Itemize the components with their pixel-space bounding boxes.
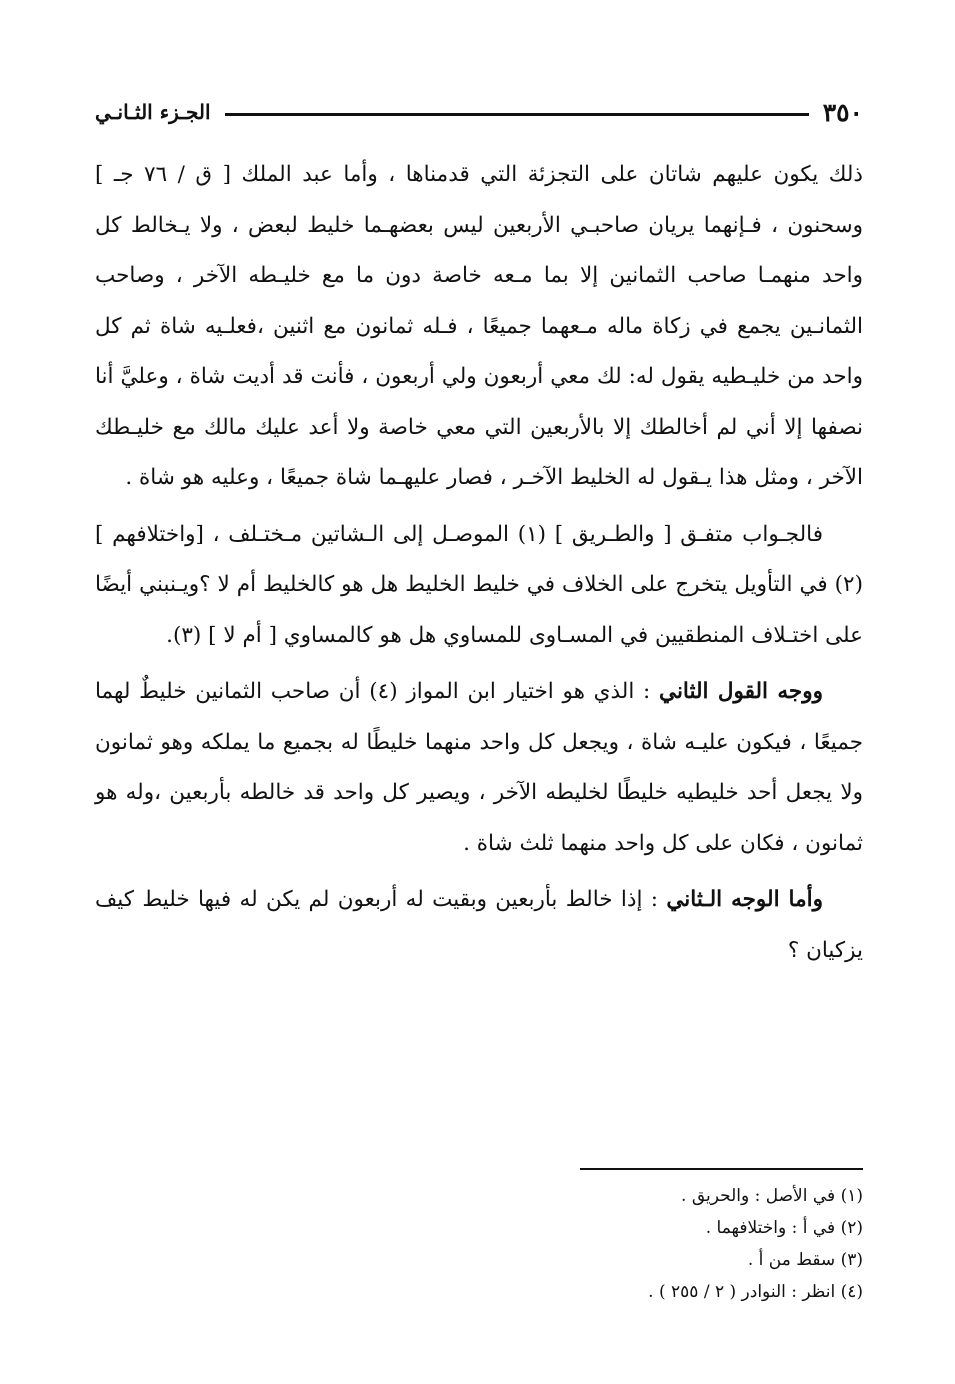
paragraph-3-text: : الذي هو اختيار ابن المواز (٤) أن صاحب الثمانين خليطٌ لهما جميعًا ، فيكون عليـه شاة ، ويجعل كل واحد منهما خليطًا له بجميع ما يملكه وهو ثمانون ولا يجعل أحد خليطيه خليطًا لخليطه الآخر ، ويصير كل واحد قد خالطه بأربعين ،وله هو ثمانون ، فكان على كل واحد منهما ثلث شاة . (95, 679, 863, 856)
paragraph-4 (95, 875, 863, 976)
footnotes (95, 1180, 863, 1308)
footnote-2: (٢) في أ : واختلافهما . (705, 1218, 863, 1238)
paragraph-1-text: ذلك يكون عليهم شاتان على التجزئة التي قدمناها ، وأما عبد الملك [ ق / ٧٦ جـ ] وسحنون ، فـإنهما يريان صاحبـي الأربعين ليس بعضهـما خليط لبعض ، ولا يـخالط كل واحد منهمـا صاحب الثمانين إلا بما مـعه خاصة دون ما مع خليـطه الآخر ، وصاحب الثمانـين يجمع في زكاة ماله مـعهما جميعًا ، فـله ثمانون مع اثنين ،فعلـيه شاة ثم كل واحد من خليـطيه يقول له: لك معي أربعون ولي أربعون ، فأنت قد أديت شاة ، وعليَّ أنا نصفها إلا أني لم أخالطك إلا بالأربعين التي معي خاصة ولا أعد عليك مالك مع خليـطك الآخر ، ومثل هذا يـقول له الخليط الآخـر ، فصار عليهـما شاة جميعًا ، وعليه هو شاة . (95, 162, 863, 490)
paragraph-1 (95, 150, 863, 504)
paragraph-2 (95, 510, 863, 662)
footnote-rule (580, 1168, 863, 1170)
paragraph-4-lead: وأما الوجه الـثاني (666, 887, 823, 912)
paragraph-2-text: فالجـواب متفـق [ والطـريق ] (١) الموصـل إلى الـشاتين مـختـلف ، [واختلافهم ] (٢) في التأويل يتخرج على الخلاف في خليط الخليط هل هو كالخليط أم لا ؟ويـنبني أيضًا على اختـلاف المنطقيين في المسـاوى للمساوي هل هو كالمساوي [ أم لا ] (٣). (95, 521, 863, 648)
footnote-3: (٣) سقط من أ . (747, 1250, 863, 1270)
paragraph-4-text: : إذا خالط بأربعين وبقيت له أربعون لم يكن له فيها خليط كيف يزكيان ؟ (95, 887, 863, 963)
running-title: الجـزء الثـانـي (95, 100, 211, 124)
footnote-1: (١) في الأصل : والحريق . (681, 1186, 863, 1206)
main-text (95, 150, 863, 976)
paragraph-3 (95, 667, 863, 869)
paragraph-3-lead: ووجه القول الثاني (659, 679, 823, 704)
page-header (95, 92, 863, 132)
page-number: ٣٥٠ (822, 97, 863, 127)
footnote-4: (٤) انظر : النوادر ( ٢ / ٢٥٥ ) . (648, 1282, 863, 1302)
header-rule (225, 113, 809, 116)
